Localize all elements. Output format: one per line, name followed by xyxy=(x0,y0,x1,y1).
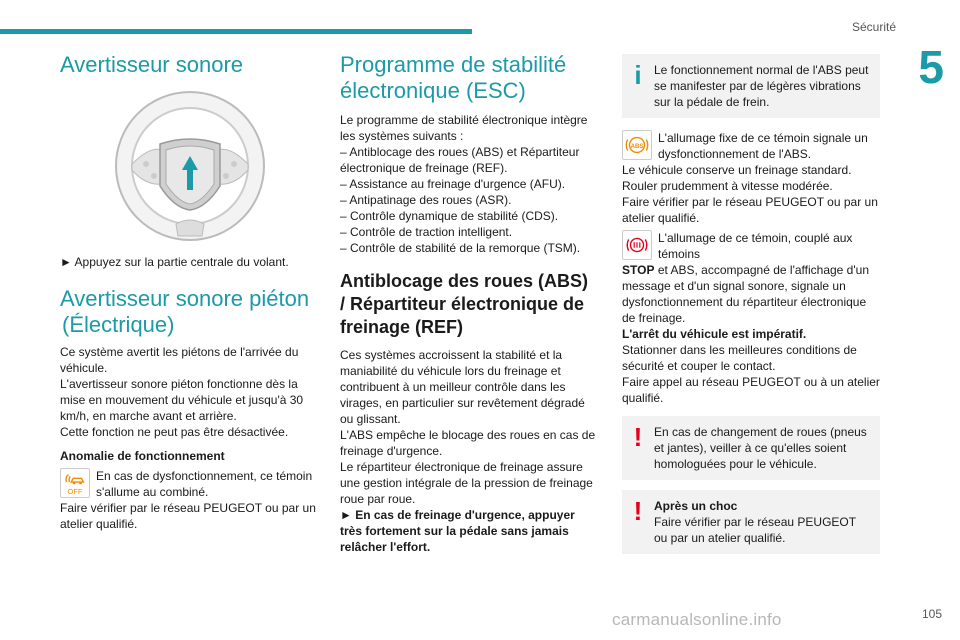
ref-lamp-stop: STOP xyxy=(622,263,655,277)
horn-step: ► Appuyez sur la partie centrale du volant. xyxy=(60,255,289,269)
section-title: Sécurité xyxy=(851,20,896,34)
pedestrian-horn-heading-line1: Avertisseur sonore piéton xyxy=(60,286,310,311)
pedestrian-p2: L'avertisseur sonore piéton fonctionne dès la mise en mouvement du véhicule et jusqu'à 30 km/h, en marche avant et arrière. xyxy=(60,377,304,423)
abs-p1: Ces systèmes accroissent la stabilité et la maniabilité du véhicule lors du freinage et contribuent à un meilleur contrôle dans les virages, en particulier sur revêtement dégradé ou glissant. xyxy=(340,348,585,426)
ref-lamp-row xyxy=(622,230,880,262)
warning-icon: ! xyxy=(633,422,643,452)
abs-p3: Le répartiteur électronique de freinage assure une gestion intégrale de la pression de freinage roue par roue. xyxy=(340,460,593,506)
warning-impact-title: Après un choc xyxy=(654,499,738,513)
ref-lamp-text-2: et ABS, accompagné de l'affichage d'un message et d'un signal sonore, signale un dysfonctionnement du répartiteur électronique de freinage. xyxy=(622,263,869,325)
steering-wheel-illustration xyxy=(110,86,270,246)
chapter-number: 5 xyxy=(918,41,944,93)
abs-lamp-text: L'allumage fixe de ce témoin signale un dysfonctionnement de l'ABS. xyxy=(658,131,868,161)
off-icon-label: OFF xyxy=(67,487,83,497)
column-right xyxy=(622,54,880,562)
ref-stop-bold: L'arrêt du véhicule est impératif. xyxy=(622,327,807,341)
abs-lamp-row xyxy=(622,130,880,162)
abs-p2: L'ABS empêche le blocage des roues en cas de freinage d'urgence. xyxy=(340,428,596,458)
ref-p2: Stationner dans les meilleures conditions de sécurité et couper le contact. xyxy=(622,343,857,373)
page-number: 105 xyxy=(921,607,942,621)
esc-list xyxy=(340,144,598,256)
horn-heading: Avertisseur sonore xyxy=(60,52,244,77)
abs-lamp-p2: Rouler prudemment à vitesse modérée. xyxy=(622,179,833,193)
malfunction-text: En cas de dysfonctionnement, ce témoin s'allume au combiné. xyxy=(96,469,313,499)
abs-heading: Antiblocage des roues (ABS) / Répartiteur électronique de freinage (REF) xyxy=(340,271,589,337)
esc-intro: Le programme de stabilité électronique intègre les systèmes suivants : xyxy=(340,113,588,143)
esc-list-item: – Contrôle dynamique de stabilité (CDS). xyxy=(340,209,559,223)
abs-lamp-p1: Le véhicule conserve un freinage standard. xyxy=(622,163,852,177)
esc-list-item: – Antipatinage des roues (ASR). xyxy=(340,193,512,207)
esc-heading-line2: électronique (ESC) xyxy=(340,78,526,103)
pedestrian-horn-off-warning-icon xyxy=(60,468,90,498)
esc-list-item: – Contrôle de traction intelligent. xyxy=(340,225,513,239)
ref-p3: Faire appel au réseau PEUGEOT ou à un atelier qualifié. xyxy=(622,375,880,405)
watermark-text: carmanualsonline.info xyxy=(612,610,782,629)
pedestrian-horn-heading xyxy=(60,286,318,338)
esc-list-item: – Assistance au freinage d'urgence (AFU). xyxy=(340,177,566,191)
info-icon: i xyxy=(634,60,642,90)
esc-heading-line1: Programme de stabilité xyxy=(340,52,567,77)
warning-impact-text: Faire vérifier par le réseau PEUGEOT ou par un atelier qualifié. xyxy=(654,515,856,545)
warning-note-impact xyxy=(622,490,880,554)
column-left xyxy=(60,52,318,532)
warning-note-wheels xyxy=(622,416,880,480)
malfunction-p2: Faire vérifier par le réseau PEUGEOT ou par un atelier qualifié. xyxy=(60,501,316,531)
column-middle xyxy=(340,52,598,555)
warning-icon: ! xyxy=(633,496,643,526)
header-accent-bar xyxy=(0,29,472,34)
warning-note-wheels-text: En cas de changement de roues (pneus et jantes), veiller à ce qu'elles soient homologuées pour le véhicule. xyxy=(654,425,867,471)
esc-heading xyxy=(340,52,598,104)
abs-icon-label: ABS xyxy=(630,143,644,150)
ref-lamp-text-2-wrap xyxy=(622,262,880,326)
ref-lamp-text-1: L'allumage de ce témoin, couplé aux témoins xyxy=(658,231,853,261)
pedestrian-horn-heading-line2: (Électrique) xyxy=(62,312,175,337)
malfunction-heading: Anomalie de fonctionnement xyxy=(60,449,225,463)
brake-fault-lamp-icon xyxy=(622,230,652,260)
abs-lamp-p3: Faire vérifier par le réseau PEUGEOT ou par un atelier qualifié. xyxy=(622,195,878,225)
info-note-text: Le fonctionnement normal de l'ABS peut se manifester par de légères vibrations sur la pédale de frein. xyxy=(654,63,869,109)
pedestrian-p3: Cette fonction ne peut pas être désactivée. xyxy=(60,425,289,439)
esc-list-item: – Contrôle de stabilité de la remorque (TSM). xyxy=(340,241,581,255)
info-note xyxy=(622,54,880,118)
pedestrian-p1: Ce système avertit les piétons de l'arrivée du véhicule. xyxy=(60,345,299,375)
abs-step: ► En cas de freinage d'urgence, appuyer très fortement sur la pédale sans jamais relâcher l'effort. xyxy=(340,508,575,554)
malfunction-row xyxy=(60,468,318,500)
esc-list-item: – Antiblocage des roues (ABS) et Répartiteur électronique de freinage (REF). xyxy=(340,145,580,175)
abs-warning-lamp-icon xyxy=(622,130,652,160)
